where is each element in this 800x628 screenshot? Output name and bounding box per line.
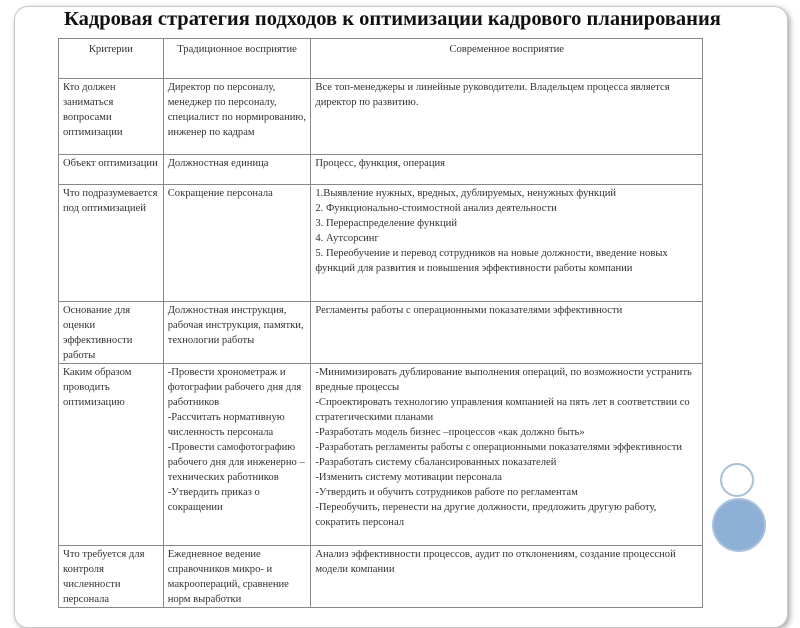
header-criteria: Критерии [59, 39, 164, 79]
modern-line: 3. Перераспределение функций [315, 218, 458, 229]
table-row [59, 302, 703, 364]
table-row [59, 79, 703, 155]
criterion-cell: Что подразумевается под оптимизацией [59, 185, 164, 302]
header-modern: Современное восприятие [311, 39, 703, 79]
traditional-cell [163, 79, 311, 155]
traditional-line: Ежедневное ведение справочников микро- и макроопераций, сравнение норм выработки [167, 549, 289, 605]
modern-cell [311, 155, 703, 185]
table-row [59, 546, 703, 608]
table-row [59, 185, 703, 302]
table-row [59, 155, 703, 185]
criterion-cell: Каким образом проводить оптимизацию [59, 364, 164, 546]
decorative-ring-icon [720, 463, 754, 497]
modern-cell [311, 546, 703, 608]
modern-line: Анализ эффективности процессов, аудит по отклонениям, создание процессной модели компании [315, 549, 676, 575]
modern-line: -Разработать регламенты работы с операционными показателями эффективности [315, 442, 683, 453]
traditional-cell [163, 364, 311, 546]
traditional-line: Должностная инструкция, рабочая инструкция, памятки, технологии работы [167, 305, 304, 346]
modern-line: -Утвердить и обучить сотрудников работе по регламентам [315, 487, 578, 498]
modern-line: Все топ-менеджеры и линейные руководители. Владельцем процесса является директор по развитию. [315, 82, 670, 108]
criterion-cell: Кто должен заниматься вопросами оптимизации [59, 79, 164, 155]
modern-cell [311, 302, 703, 364]
criterion-cell: Что требуется для контроля численности персонала [59, 546, 164, 608]
traditional-line: -Провести хронометраж и фотографии рабочего дня для работников [167, 367, 302, 408]
modern-line: Регламенты работы с операционными показателями эффективности [315, 305, 623, 316]
traditional-line: Сокращение персонала [167, 188, 273, 199]
modern-line: -Изменить систему мотивации персонала [315, 472, 502, 483]
modern-cell [311, 185, 703, 302]
modern-line: Процесс, функция, операция [315, 158, 446, 169]
criterion-cell: Основание для оценки эффективности работы [59, 302, 164, 364]
traditional-line: Директор по персоналу, менеджер по персоналу, специалист по нормированию, инженер по кадрам [167, 82, 306, 138]
modern-line: -Спроектировать технологию управления компанией на пять лет в соответствии со стратегическими планами [315, 397, 690, 423]
modern-cell [311, 79, 703, 155]
traditional-line: Должностная единица [167, 158, 269, 169]
traditional-cell [163, 546, 311, 608]
modern-line: 1.Выявление нужных, вредных, дублируемых, ненужных функций [315, 188, 617, 199]
header-traditional: Традиционное восприятие [163, 39, 311, 79]
table-row [59, 364, 703, 546]
criterion-cell: Объект оптимизации [59, 155, 164, 185]
modern-line: -Разработать систему сбалансированных показателей [315, 457, 557, 468]
modern-line: 5. Переобучение и перевод сотрудников на новые должности, введение новых функций для развития и повышения эффективности работы компании [315, 248, 668, 274]
traditional-line: -Провести самофотографию рабочего дня для инженерно – технических работников [167, 442, 305, 483]
table-body [59, 79, 703, 608]
modern-line: 4. Аутсорсинг [315, 233, 379, 244]
modern-cell [311, 364, 703, 546]
traditional-cell [163, 155, 311, 185]
table-header-row [59, 39, 703, 79]
traditional-line: -Утвердить приказ о сокращении [167, 487, 260, 513]
strategy-table [58, 38, 703, 608]
traditional-cell [163, 302, 311, 364]
modern-line: -Минимизировать дублирование выполнения операций, по возможности устранить вредные процессы [315, 367, 692, 393]
traditional-cell [163, 185, 311, 302]
traditional-line: -Рассчитать нормативную численность персонала [167, 412, 285, 438]
modern-line: -Переобучить, перенести на другие должности, предложить другую работу, сократить персонал [315, 502, 657, 528]
modern-line: -Разработать модель бизнес –процессов «как должно быть» [315, 427, 585, 438]
decorative-circle-icon [712, 498, 766, 552]
modern-line: 2. Функционально-стоимостной анализ деятельности [315, 203, 557, 214]
slide-title: Кадровая стратегия подходов к оптимизации кадрового планирования [64, 8, 721, 30]
